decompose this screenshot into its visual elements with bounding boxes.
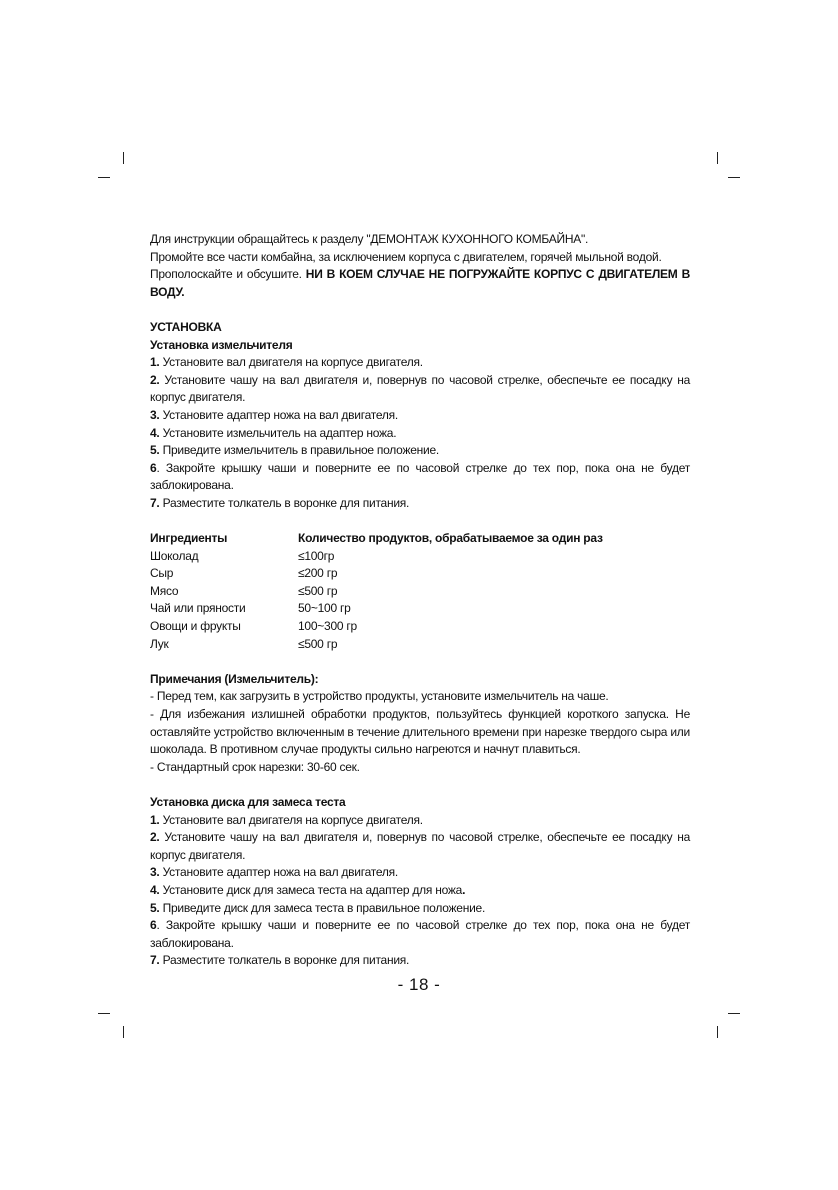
warning-text: НИ В КОЕМ СЛУЧАЕ НЕ ПОГРУЖАЙТЕ КОРПУС С ДВИГАТЕЛЕМ В ВОДУ.	[150, 267, 690, 299]
crop-mark	[123, 152, 124, 164]
crop-mark	[98, 177, 110, 178]
crop-mark	[98, 1013, 110, 1014]
crop-mark	[717, 1026, 718, 1038]
subsection-title: Установка измельчителя	[150, 337, 293, 352]
step-item: 7. Разместите толкатель в воронке для питания.	[150, 953, 410, 968]
step-item: 6. Закройте крышку чаши и поверните ее по часовой стрелке до тех пор, пока она не будет заблокирована.	[150, 460, 690, 493]
step-item: 5. Приведите диск для замеса теста в правильное положение.	[150, 900, 486, 915]
notes-title: Примечания (Измельчитель):	[150, 671, 319, 686]
step-item: 4. Установите измельчитель на адаптер ножа.	[150, 425, 397, 440]
page-number: - 18 -	[397, 975, 441, 994]
table-row: Лук ≤500 гр	[150, 636, 338, 651]
note-item: - Стандартный срок нарезки: 30-60 сек.	[150, 759, 360, 774]
step-item: 3. Установите адаптер ножа на вал двигателя.	[150, 407, 399, 422]
table-row: Шоколад ≤100гр	[150, 548, 335, 563]
column-header: Количество продуктов, обрабатываемое за один раз	[298, 531, 603, 546]
step-item: 4. Установите диск для замеса теста на адаптер для ножа.	[150, 882, 466, 897]
section-title: УСТАНОВКА	[150, 319, 222, 334]
ingredients-table	[150, 530, 603, 653]
table-row: Чай или пряности 50~100 гр	[150, 601, 351, 616]
crop-mark	[123, 1026, 124, 1038]
crop-mark	[728, 177, 740, 178]
table-row: Мясо ≤500 гр	[150, 583, 338, 598]
intro-line: Для инструкции обращайтесь к разделу "ДЕМОНТАЖ КУХОННОГО КОМБАЙНА".	[150, 232, 589, 246]
step-item: 5. Приведите измельчитель в правильное положение.	[150, 443, 440, 458]
intro-plain: Прополоскайте и обсушите.	[150, 267, 306, 282]
table-row: Сыр ≤200 гр	[150, 566, 338, 581]
page-content	[150, 231, 690, 970]
note-item: - Перед тем, как загрузить в устройство продукты, установите измельчитель на чаше.	[150, 689, 609, 704]
intro-warning	[150, 266, 690, 301]
table-row: Овощи и фрукты 100~300 гр	[150, 619, 357, 634]
table-header-row	[150, 530, 603, 548]
step-item: 7. Разместите толкатель в воронке для питания.	[150, 495, 410, 510]
crop-mark	[728, 1013, 740, 1014]
crop-mark	[717, 152, 718, 164]
step-item: 6. Закройте крышку чаши и поверните ее по часовой стрелке до тех пор, пока она не будет заблокирована.	[150, 918, 690, 950]
step-item: 2. Установите чашу на вал двигателя и, повернув по часовой стрелке, обеспечьте ее посадку на корпус двигателя.	[150, 830, 690, 862]
step-item: 2. Установите чашу на вал двигателя и, повернув по часовой стрелке, обеспечьте ее посадку на корпус двигателя.	[150, 372, 690, 405]
step-item: 3. Установите адаптер ножа на вал двигателя.	[150, 865, 399, 880]
step-item: 1. Установите вал двигателя на корпусе двигателя.	[150, 812, 423, 827]
intro-line: Промойте все части комбайна, за исключением корпуса с двигателем, горячей мыльной водой.	[150, 249, 662, 264]
subsection-title: Установка диска для замеса теста	[150, 795, 346, 809]
note-item: - Для избежания излишней обработки продуктов, пользуйтесь функцией короткого запуска. Не оставляйте устройство включенным в течение длительного времени при нарезке твердого сыра или шоколада. В противном случае продукты сильно нагреются и начнут плавиться.	[150, 707, 690, 757]
step-item: 1. Установите вал двигателя на корпусе двигателя.	[150, 355, 423, 370]
column-header: Ингредиенты	[150, 531, 228, 546]
